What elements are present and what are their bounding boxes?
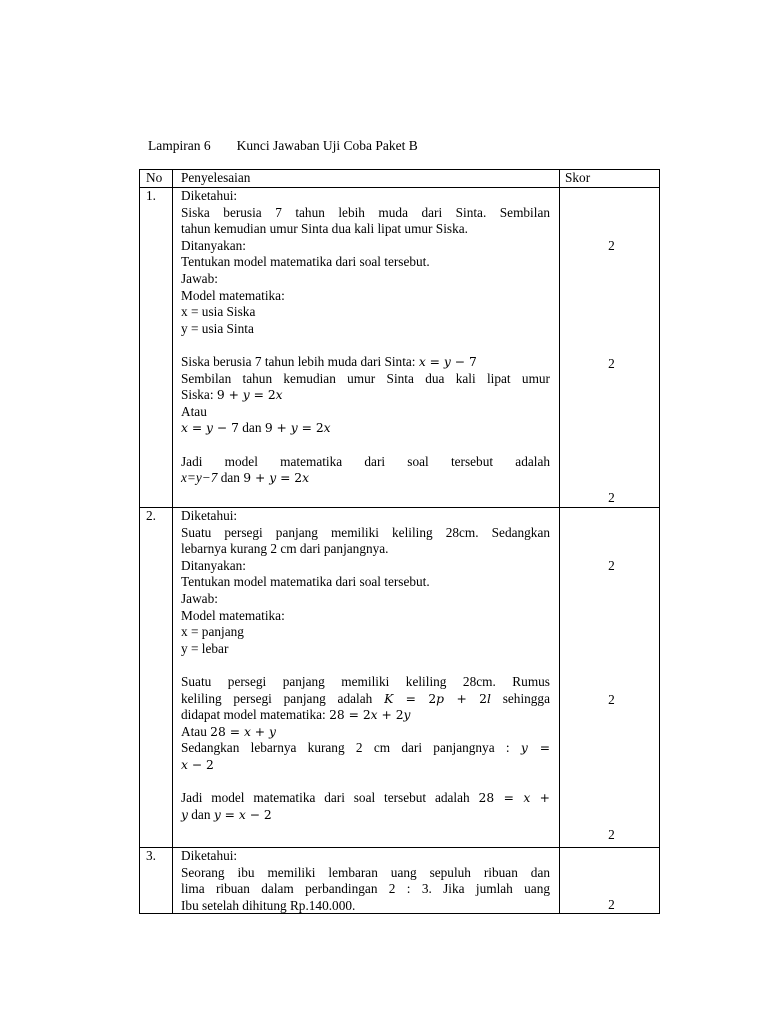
score-value: 2 [608,827,615,842]
text-line: Diketahui: [181,188,238,203]
score-value: 2 [608,692,615,707]
text-line: lebarnya kurang 2 cm dari panjangnya. [181,541,389,557]
text-line: y = usia Sinta [181,320,254,336]
text-line: 𝑦 dan 𝑦 = 𝑥 − 2 [181,806,272,822]
answer-key-table [139,169,660,914]
column-header-score: Skor [565,170,591,185]
text-line: Jawab: [181,590,218,606]
solution-cell [181,188,550,487]
text-line: Siska berusia 7 tahun lebih muda dari Sinta: 𝑥 = 𝑦 − 7 [181,353,477,369]
document-title: Kunci Jawaban Uji Coba Paket B [236,138,418,153]
score-value: 2 [608,897,615,912]
appendix-label: Lampiran 6 [148,138,211,153]
solution-cell [181,848,550,914]
text-line: didapat model matematika: 28 = 2𝑥 + 2𝑦 [181,707,411,723]
column-header-no: No [146,170,163,185]
text-line: Diketahui: [181,508,238,523]
text-line: Jawab: [181,270,218,286]
text-line: Jadi model matematika dari soal tersebut adalah [181,453,550,469]
text-line: x=y−7 dan 9 + 𝑦 = 2𝑥 [181,470,310,486]
text-line: lima ribuan dalam perbandingan 2 : 3. Jika jumlah uang [181,881,550,897]
text-line: keliling persegi panjang adalah 𝐾 = 2𝑝 + 2𝑙 sehingga [181,690,550,706]
equation: 𝑥 − 2 [181,757,214,772]
equation: 9 + 𝑦 = 2𝑥 [243,471,310,486]
equation: 28 = 𝑥 + 𝑦 [210,724,276,739]
text-line: Suatu persegi panjang memiliki keliling 28cm. Sedangkan [181,524,550,540]
text-line: Tentukan model matematika dari soal tersebut. [181,254,430,270]
text-line: Siska: 9 + 𝑦 = 2𝑥 [181,387,283,403]
row-number: 2. [146,508,156,523]
score-value: 2 [608,490,615,505]
text-line: Seorang ibu memiliki lembaran uang sepuluh ribuan dan [181,864,550,880]
column-divider [559,170,560,913]
solution-cell [181,508,550,823]
column-header-solution: Penyelesaian [181,170,251,185]
text-line: tahun kemudian umur Sinta dua kali lipat umur Siska. [181,221,468,237]
equation: 28 = 2𝑥 + 2𝑦 [329,708,411,723]
equation: 9 + 𝑦 = 2𝑥 [264,421,331,436]
text-line: Ibu setelah dihitung Rp.140.000. [181,897,356,913]
text-line: y = lebar [181,640,229,656]
text-line [181,757,550,774]
equation: 𝑦 [181,807,188,822]
text-line: 𝑥 = 𝑦 − 7 dan 9 + 𝑦 = 2𝑥 [181,420,331,436]
text-line: Tentukan model matematika dari soal tersebut. [181,574,430,590]
page-heading [148,138,418,154]
row-number: 3. [146,848,156,863]
text-line: x = usia Siska [181,304,256,320]
equation: 9 + 𝑦 = 2𝑥 [216,388,283,403]
text-line: Diketahui: [181,848,238,863]
score-value: 2 [608,558,615,573]
equation: 𝑦 = 𝑥 − 2 [213,807,272,822]
equation: 28 = 𝑥 + [478,791,550,806]
equation: x=y−7 [181,470,218,486]
equation: 𝑥 = 𝑦 − 7 [418,354,477,369]
text-line: x = panjang [181,624,244,640]
text-line: Ditanyakan: [181,557,246,573]
score-value: 2 [608,356,615,371]
text-line: Jadi model matematika dari soal tersebut adalah 28 = 𝑥 + [181,790,550,806]
score-value: 2 [608,238,615,253]
text-line: Atau 28 = 𝑥 + 𝑦 [181,723,276,739]
text-line: Model matematika: [181,607,285,623]
text-line: Sedangkan lebarnya kurang 2 cm dari panjangnya : 𝑦 = [181,740,550,756]
equation: 𝐾 = 2𝑝 + 2𝑙 [384,691,491,706]
column-divider [172,170,173,913]
text-line: Sembilan tahun kemudian umur Sinta dua kali lipat umur [181,370,550,386]
text-line: Ditanyakan: [181,237,246,253]
text-line: Siska berusia 7 tahun lebih muda dari Sinta. Sembilan [181,204,550,220]
equation: 𝑥 = 𝑦 − 7 [181,421,239,436]
text-line: Atau [181,403,207,419]
text-line: Suatu persegi panjang memiliki keliling 28cm. Rumus [181,673,550,689]
row-number: 1. [146,188,156,203]
equation: 𝑦 = [520,741,550,756]
text-line: Model matematika: [181,287,285,303]
